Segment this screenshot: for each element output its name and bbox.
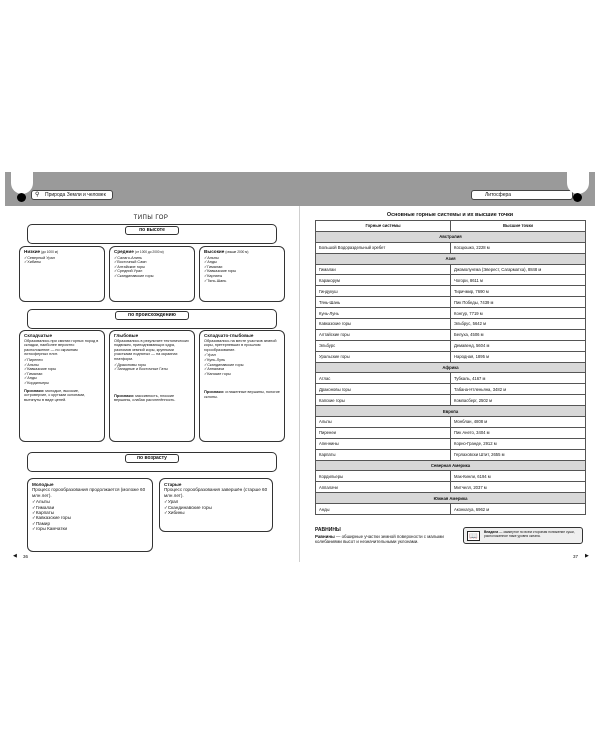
- left-notch: [11, 172, 33, 194]
- right-header-text: Литосфера: [485, 192, 512, 198]
- note-term: Впадина: [484, 530, 499, 534]
- highest-peak-cell: Пик Победы, 7439 м: [451, 297, 586, 308]
- folded-features: [24, 389, 100, 403]
- region-name: Северная Америка: [316, 460, 586, 471]
- page-number: 36: [23, 554, 29, 559]
- list-item: ✓ Капские горы: [204, 372, 280, 377]
- table-row: [316, 297, 586, 308]
- region-row: [316, 406, 586, 417]
- region-row: [316, 253, 586, 264]
- mountain-system-cell: Карпаты: [316, 449, 451, 460]
- col-header-systems: Горные системы: [316, 221, 451, 232]
- medium-range: (от 1000 до 2000 м): [134, 250, 164, 254]
- folded-list: [24, 358, 100, 386]
- region-row: [316, 460, 586, 471]
- table-row: [316, 308, 586, 319]
- table-row: [316, 264, 586, 275]
- block-list: [114, 363, 190, 372]
- list-item: ✓ Карпаты: [204, 274, 280, 279]
- left-header-text: Природа Земли и человек: [45, 192, 106, 198]
- list-item: ✓ Скандинавские горы: [204, 363, 280, 368]
- feature-text: сглаженные вершины, пологие склоны.: [204, 390, 280, 399]
- table-row: [316, 373, 586, 384]
- mountain-system-cell: Уральские горы: [316, 351, 451, 362]
- feature-label: Признаки:: [204, 389, 225, 395]
- young-list: [32, 499, 148, 531]
- highest-peak-cell: Корно-Гранде, 2912 м: [451, 438, 586, 449]
- table-row: [316, 340, 586, 351]
- table-title: Основные горные системы и их высшие точки: [386, 212, 514, 218]
- mountain-system-cell: Тянь-Шань: [316, 297, 451, 308]
- plains-text: — обширные участки земной поверхности с малыми колебаниями высот и незначительными уклонами.: [315, 533, 444, 545]
- list-item: ✓ Северный Урал: [24, 256, 100, 261]
- list-item: ✓ Урал: [164, 499, 268, 504]
- mountain-system-cell: Капские горы: [316, 395, 451, 406]
- table-row: [316, 384, 586, 395]
- region-name: Африка: [316, 362, 586, 373]
- mountain-system-cell: Гималаи: [316, 264, 451, 275]
- mountain-system-cell: Каракорум: [316, 275, 451, 286]
- young-text: Процесс горообразования продолжается (моложе 60 млн лет).: [32, 487, 146, 498]
- origin-section-label: по происхождению: [115, 311, 189, 320]
- highest-peak-cell: Тубкаль, 4167 м: [451, 373, 586, 384]
- fold-block-features: [204, 390, 280, 399]
- list-item: ✓ Альпы: [32, 499, 148, 504]
- region-row: [316, 231, 586, 242]
- table-row: [316, 351, 586, 362]
- region-name: Австралия: [316, 231, 586, 242]
- depression-note: [463, 527, 583, 544]
- mountain-system-cell: Эльбурс: [316, 340, 451, 351]
- folded-text: Образовались при смятии горных пород в складки, наиболее вероятно расположение — по окраинам литосферных плит.: [24, 338, 99, 357]
- prev-arrow-icon: ◀: [13, 553, 17, 559]
- highest-peak-cell: Джомолунгма (Эверест, Сагарматха), 8848 м: [451, 264, 586, 275]
- list-item: ✓ горы Камчатки: [32, 526, 148, 531]
- plains-definition: [315, 534, 445, 545]
- low-list: [24, 256, 100, 265]
- highest-peak-cell: Тиричмир, 7690 м: [451, 286, 586, 297]
- list-item: ✓ Альпы: [24, 363, 100, 368]
- list-item: ✓ Скандинавские горы: [164, 505, 268, 510]
- list-item: ✓ Кавказские горы: [32, 515, 148, 520]
- list-item: ✓ Анды: [204, 260, 280, 265]
- age-section-label: по возрасту: [125, 454, 179, 463]
- next-arrow-icon: ▶: [585, 553, 589, 559]
- height-section-label: по высоте: [125, 226, 179, 235]
- page-title: ТИПЫ ГОР: [133, 215, 169, 221]
- globe-icon: [17, 193, 26, 202]
- plains-term: Равнины: [315, 533, 335, 539]
- high-list: [204, 256, 280, 284]
- fold-block-title: Складчато-глыбовые: [204, 333, 254, 338]
- feature-text: массивность, плоские вершины, слабая расчленённость.: [114, 393, 176, 403]
- highest-peak-cell: Пик Ането, 3404 м: [451, 427, 586, 438]
- list-item: ✓ Западные и Восточные Гаты: [114, 367, 190, 372]
- list-item: ✓ Кунь-Лунь: [204, 358, 280, 363]
- page-number: 37: [573, 554, 579, 559]
- table-row: [316, 395, 586, 406]
- medium-list: [114, 256, 190, 279]
- list-item: ✓ Карпаты: [32, 510, 148, 515]
- table-row: [316, 482, 586, 493]
- list-item: ✓ Урал: [204, 353, 280, 358]
- highest-peak-cell: Народная, 1895 м: [451, 351, 586, 362]
- plains-block: [315, 528, 445, 545]
- table-row: [316, 286, 586, 297]
- book-spread: [5, 172, 595, 562]
- region-name: Европа: [316, 406, 586, 417]
- fold-block-list: [204, 353, 280, 376]
- mountain-system-cell: Кавказские горы: [316, 319, 451, 330]
- mountain-system-cell: Большой Водораздельный хребет: [316, 242, 451, 253]
- table-row: [316, 449, 586, 460]
- table-row: [316, 242, 586, 253]
- low-mountains-box: [19, 246, 105, 302]
- globe-icon: [573, 193, 582, 202]
- list-item: ✓ Скандинавские горы: [114, 274, 190, 279]
- search-icon: ⚲: [35, 192, 40, 198]
- fold-block-text: Образовались на месте участков земной коры, претерпевших в прошлом горообразование.: [204, 338, 277, 352]
- list-item: ✓ Гималаи: [204, 265, 280, 270]
- highest-peak-cell: Герлаховски Штит, 2655 м: [451, 449, 586, 460]
- list-item: ✓ Средний Урал: [114, 269, 190, 274]
- list-item: ✓ Тянь-Шань: [204, 279, 280, 284]
- right-notch: [567, 172, 589, 194]
- list-item: ✓ Хибины: [164, 510, 268, 515]
- list-item: ✓ Кавказские горы: [204, 269, 280, 274]
- list-item: ✓ Алтайские горы: [114, 265, 190, 270]
- old-list: [164, 499, 268, 515]
- highest-peak-cell: Белуха, 4506 м: [451, 329, 586, 340]
- folded-box: [19, 330, 105, 442]
- table-row: [316, 417, 586, 428]
- feature-label: Признаки:: [114, 392, 135, 398]
- old-box: [159, 478, 273, 532]
- highest-peak-cell: Конгур, 7719 м: [451, 308, 586, 319]
- book-icon: 📖: [467, 531, 480, 541]
- mountain-system-cell: Кунь-Лунь: [316, 308, 451, 319]
- plains-heading: РАВНИНЫ: [315, 527, 341, 533]
- old-title: Старые: [164, 482, 182, 487]
- highest-peak-cell: Митчелл, 2037 м: [451, 482, 586, 493]
- right-page: [305, 206, 595, 562]
- table-row: [316, 471, 586, 482]
- list-item: ✓ Гималаи: [32, 505, 148, 510]
- table-row: [316, 319, 586, 330]
- young-box: [27, 478, 153, 552]
- mountain-system-cell: Атлас: [316, 373, 451, 384]
- list-item: ✓ Аппалачи: [204, 367, 280, 372]
- list-item: ✓ Салаго-Алинь: [114, 256, 190, 261]
- page-gutter: [299, 206, 300, 562]
- table-header-row: [316, 221, 586, 232]
- table-row: [316, 329, 586, 340]
- mountain-system-cell: Альпы: [316, 417, 451, 428]
- low-range: (до 1000 м): [41, 250, 58, 254]
- note-text: — замкнутое по всем сторонам понижение суши, расположенное ниже уровня океана.: [484, 530, 575, 539]
- highest-peak-cell: Мак-Кинли, 6194 м: [451, 471, 586, 482]
- table-row: [316, 427, 586, 438]
- mountain-system-cell: Алтайские горы: [316, 329, 451, 340]
- mountain-system-cell: Анды: [316, 504, 451, 515]
- mountain-system-cell: Аппалачи: [316, 482, 451, 493]
- low-title: Низкие: [24, 249, 41, 254]
- list-item: ✓ Анды: [24, 376, 100, 381]
- highest-peak-cell: Косцюшко, 2228 м: [451, 242, 586, 253]
- fold-block-box: [199, 330, 285, 442]
- region-name: Азия: [316, 253, 586, 264]
- high-mountains-box: [199, 246, 285, 302]
- highest-peak-cell: Демавенд, 5604 м: [451, 340, 586, 351]
- highest-peak-cell: Компасберг, 2502 м: [451, 395, 586, 406]
- mountain-system-cell: Кордильеры: [316, 471, 451, 482]
- young-title: Молодые: [32, 482, 54, 487]
- mountains-table: [315, 220, 586, 515]
- region-row: [316, 493, 586, 504]
- highest-peak-cell: Аконкагуа, 6962 м: [451, 504, 586, 515]
- highest-peak-cell: Монблан, 4808 м: [451, 417, 586, 428]
- mountain-system-cell: Гиндукуш: [316, 286, 451, 297]
- table-row: [316, 504, 586, 515]
- high-title: Высокие: [204, 249, 225, 254]
- block-text: Образовались в результате тектонических подвижек, приподнимающих ядра, разломов земной коры, крупными участками поднятых — на окраинах платформ.: [114, 338, 189, 361]
- left-header-tab: [31, 190, 113, 200]
- medium-title: Средние: [114, 249, 134, 254]
- right-header-tab: [471, 190, 573, 200]
- list-item: ✓ Гималаи: [24, 372, 100, 377]
- list-item: ✓ Пиренеи: [24, 358, 100, 363]
- mountain-system-cell: Апеннины: [316, 438, 451, 449]
- feature-label: Признаки:: [24, 387, 45, 393]
- highest-peak-cell: Чогори, 8611 м: [451, 275, 586, 286]
- list-item: ✓ Драконовы горы: [114, 363, 190, 368]
- region-row: [316, 362, 586, 373]
- table-row: [316, 438, 586, 449]
- block-box: [109, 330, 195, 442]
- mountain-system-cell: Пиренеи: [316, 427, 451, 438]
- region-name: Южная Америка: [316, 493, 586, 504]
- folded-title: Складчатые: [24, 333, 53, 338]
- col-header-peaks: Высшие точки: [451, 221, 586, 232]
- feature-text: молодые, высокие, островерхие, с крутыми склонами, вытянуты в виде цепей.: [24, 388, 86, 402]
- block-title: Глыбовые: [114, 333, 139, 338]
- mountain-system-cell: Драконовы горы: [316, 384, 451, 395]
- table-row: [316, 275, 586, 286]
- list-item: ✓ Памир: [32, 521, 148, 526]
- block-features: [114, 394, 190, 403]
- medium-mountains-box: [109, 246, 195, 302]
- list-item: ✓ Восточный Саян: [114, 260, 190, 265]
- list-item: ✓ Альпы: [204, 256, 280, 261]
- high-range: (свыше 2000 м): [225, 250, 249, 254]
- old-text: Процесс горообразования завершён (старше 60 млн лет).: [164, 487, 268, 498]
- highest-peak-cell: Табана-Нтленьяна, 3482 м: [451, 384, 586, 395]
- header-band: [5, 172, 595, 206]
- highest-peak-cell: Эльбрус, 5642 м: [451, 319, 586, 330]
- list-item: ✓ Кордильеры: [24, 381, 100, 386]
- left-page: [5, 206, 299, 562]
- list-item: ✓ Хибины: [24, 260, 100, 265]
- list-item: ✓ Кавказские горы: [24, 367, 100, 372]
